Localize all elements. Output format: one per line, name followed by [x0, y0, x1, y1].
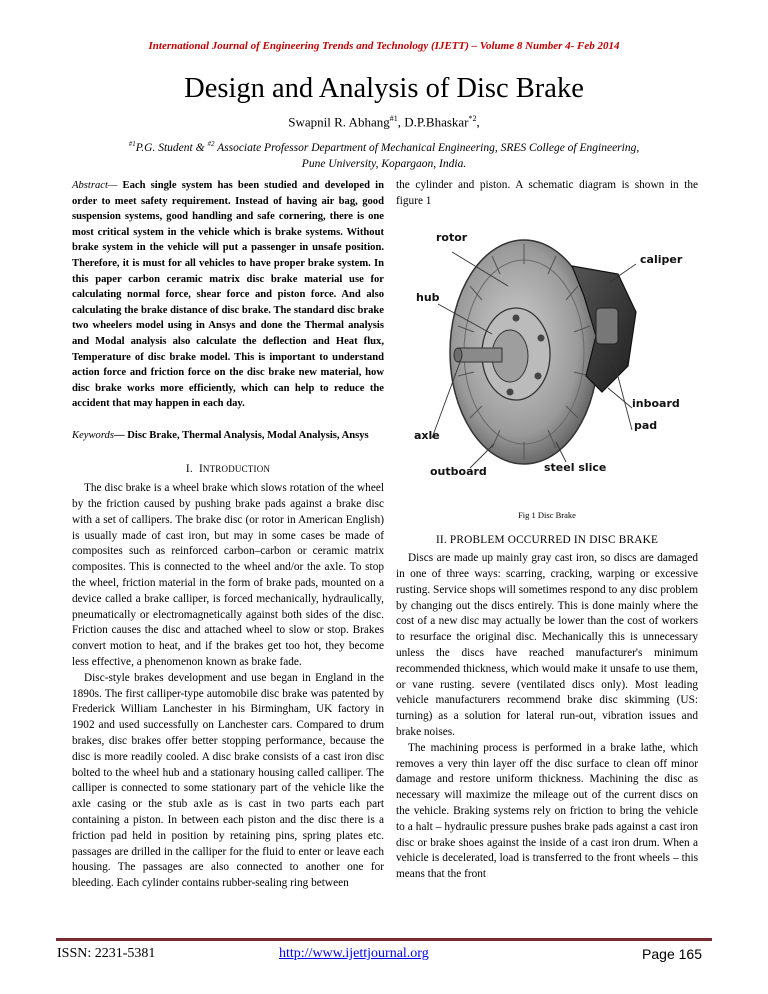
axle [458, 348, 502, 362]
authors [0, 114, 768, 130]
affiliation-text-1: P.G. Student & [135, 141, 208, 154]
abstract-label: Abstract [72, 180, 108, 191]
page-number: Page 165 [642, 946, 702, 962]
disc-brake-figure [396, 216, 698, 478]
section-1-heading [72, 462, 384, 478]
label-caliper: caliper [640, 252, 683, 266]
author-1-mark: #1 [389, 114, 398, 123]
label-rotor: rotor [436, 230, 468, 244]
section-1-title: NTRODUCTION [202, 463, 271, 474]
label-pad: pad [634, 418, 658, 432]
label-outboard: outboard [430, 464, 487, 478]
affiliation-mark-2: #2 [207, 140, 215, 148]
section-2-heading: II. PROBLEM OCCURRED IN DISC BRAKE [435, 534, 659, 547]
problem-paragraph-1: Discs are made up mainly gray cast iron, so discs are damaged in one of three ways: scarring, cracking, warping or excessive rusting. Service shops will sometimes respond to any disc problem by changing out the discs entirely. This is done mainly where the cost of a new disc may actually be lower than the cost of workers to resurface the original disc. Mechanically this is unnecessary unless the discs have reached manufacturer's minimum recommended thickness, which would make it unsafe to use them, or vane rusting. severe (ventilated discs only). Most leading vehicle manufacturers recommend brake disc skimming (US: turning) as a solution for lateral run-out, vibration issues and brake noises. [396, 552, 698, 738]
footer-issn: ISSN: 2231-5381 [57, 946, 156, 961]
author-end: , [476, 114, 480, 130]
journal-url-link[interactable]: http://www.ijettjournal.org [279, 946, 429, 961]
footer-rule [56, 938, 712, 941]
abstract [72, 178, 384, 412]
label-inboard: inboard [632, 396, 680, 410]
paper-title: Design and Analysis of Disc Brake [184, 73, 584, 104]
figure-caption: Fig 1 Disc Brake [518, 509, 576, 520]
keywords-dash: — [113, 429, 128, 441]
label-steel-slice: steel slice [544, 460, 607, 474]
journal-header: International Journal of Engineering Trends and Technology (IJETT) – Volume 8 Number 4- Feb 2014 [148, 40, 620, 52]
affiliation-mark-1: #1 [128, 140, 136, 148]
keywords-label: Keywords [72, 429, 114, 441]
section-1-initial: I [198, 462, 203, 475]
intro-paragraph-1: The disc brake is a wheel brake which slows rotation of the wheel by the friction caused by pushing brake pads against a brake disc with a set of callipers. The brake disc (or rotor in American English) is usually made of cast iron, but may in some cases be made of composites such as reinforced carbon–carbon or ceramic matrix composites. This is connected to the wheel and/or the axle. To stop the wheel, friction material in the form of brake pads, mounted on a device called a brake calliper, is forced mechanically, hydraulically, pneumatically or electromagnetically against both sides of the disc. Friction causes the disc and attached wheel to slow or stop. Brakes convert motion to heat, and if the brakes get too hot, they become less effective, a phenomenon known as brake fade. [72, 482, 384, 669]
problem-paragraph-2: The machining process is performed in a brake lathe, which removes a very thin layer off the disc surface to clean off minor damage and restore uniform thickness. Machining the disc as necessary will maximize the mileage out of the current discs on the vehicle. Braking systems rely on friction to bring the vehicle to a halt – hydraulic pressure pushes brake pads against a cast iron disc or brake shoes against the inside of a cast iron drum. When a vehicle is decelerated, load is transferred to the front wheels – this means that the front [396, 741, 698, 881]
label-axle: axle [414, 428, 440, 442]
author-2-mark: *2 [468, 114, 477, 123]
author-2: D.P.Bhaskar [404, 114, 469, 130]
right-column [396, 178, 698, 883]
brake-pad [596, 308, 618, 344]
left-column [72, 178, 384, 892]
affiliation-text-2: Associate Professor Department of Mechanical Engineering, SRES College of Engineering, [214, 141, 640, 154]
keywords [72, 428, 384, 444]
section-1-number: I. [185, 462, 193, 475]
keywords-text: Disc Brake, Thermal Analysis, Modal Analysis, Ansys [127, 429, 369, 441]
label-hub: hub [416, 290, 440, 304]
affiliation [100, 136, 668, 172]
author-separator: , [397, 114, 405, 130]
abstract-dash: — [107, 180, 123, 191]
author-1: Swapnil R. Abhang [288, 114, 390, 130]
affiliation-location: Pune University, Kopargaon, India. [301, 157, 467, 170]
abstract-text: Each single system has been studied and developed in order to meet safety requirement. Instead of having air bag, good suspension systems, good handling and safe cornering, there is one most critical system in the vehicle which is brake systems. Without brake system in the vehicle will put a passenger in unsafe position. Therefore, it is must for all vehicles to have proper brake system. In this paper carbon ceramic matrix disc brake material use for calculating normal force, shear force and piston force. And also calculating the brake distance of disc brake. The standard disc brake two wheelers model using in Ansys and done the Thermal analysis and Modal analysis also calculate the deflection and Heat flux, Temperature of disc brake model. This is important to understand action force and friction force on the disc brake new material, how disc brake works more efficiently, which can help to reduce the accident that may happen in each day. [72, 180, 384, 410]
intro-paragraph-2-continued: the cylinder and piston. A schematic diagram is shown in the figure 1 [396, 179, 698, 207]
intro-paragraph-2: Disc-style brakes development and use began in England in the 1890s. The first calliper-type automobile disc brake was patented by Frederick William Lanchester in his Birmingham, UK factory in 1902 and used successfully on Lanchester cars. Compared to drum brakes, disc brakes offer better stopping performance, because the disc is more readily cooled. A disc brake consists of a cast iron disc bolted to the wheel hub and a stationary housing called calliper. The calliper is connected to some stationary part of the vehicle like the axle casing or the stub axle as is cast in two parts each part containing a piston. In between each piston and the disc there is a friction pad held in position by retaining pins, spring plates etc. passages are drilled in the calliper for the fluid to enter or leave each housing. The passages are also connected to another one for bleeding. Each cylinder contains rubber-sealing ring between [72, 671, 384, 890]
